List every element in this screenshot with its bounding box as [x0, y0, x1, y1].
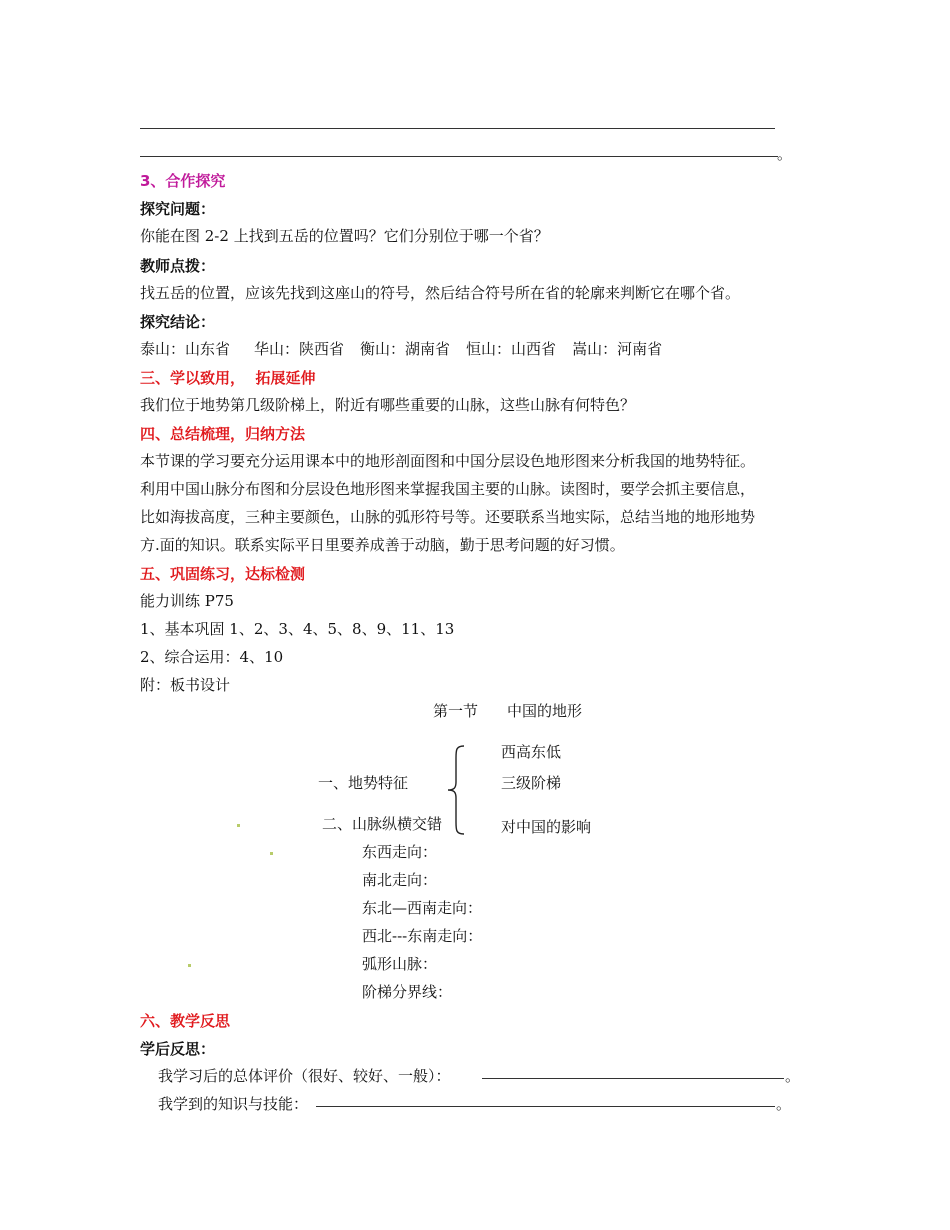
summary-line: 方.面的知识。联系实际平日里要养成善于动脑，勤于思考问题的好习惯。: [140, 536, 625, 554]
direction-line: 西北---东南走向：: [362, 927, 483, 945]
skill-label: 我学到的知识与技能：: [158, 1095, 309, 1113]
inquiry-question-label: 探究问题：: [140, 200, 216, 218]
direction-line: 东西走向：: [362, 843, 438, 861]
section-six-heading: 六、教学反思: [140, 1012, 231, 1030]
mountain-province-list: [140, 339, 662, 359]
board-item-terrain: 一、地势特征: [318, 774, 409, 792]
mountain-item: 华山：陕西省: [254, 340, 345, 358]
board-title-name: 中国的地形: [507, 702, 583, 720]
inquiry-question-text: 你能在图 2-2 上找到五岳的位置吗？它们分别位于哪一个省？: [140, 227, 549, 245]
mountain-item: 嵩山：河南省: [572, 340, 663, 358]
summary-line: 利用中国山脉分布图和分层设色地形图来掌握我国主要的山脉。读图时，要学会抓主要信息，: [140, 480, 756, 498]
section-three-heading: 三、学以致用， 拓展延伸: [140, 369, 316, 387]
section-3-heading: 3、合作探究: [140, 172, 226, 190]
evaluation-label: 我学习后的总体评价（很好、较好、一般）：: [158, 1067, 451, 1085]
direction-line: 南北走向：: [362, 871, 438, 889]
curly-brace: [446, 744, 470, 836]
branch-influence: 对中国的影响: [501, 818, 592, 836]
stray-dot: [270, 852, 273, 855]
mountain-item: 恒山：山西省: [466, 340, 557, 358]
evaluation-period: 。: [785, 1067, 801, 1085]
skill-period: 。: [776, 1095, 792, 1113]
direction-line: 阶梯分界线：: [362, 983, 453, 1001]
exercise-line: 1、基本巩固 1、2、3、4、5、8、9、11、13: [140, 620, 455, 638]
direction-line: 弧形山脉：: [362, 955, 438, 973]
summary-line: 本节课的学习要充分运用课本中的地形剖面图和中国分层设色地形图来分析我国的地势特征。: [140, 452, 756, 470]
branch-three-steps: 三级阶梯: [501, 774, 562, 792]
evaluation-input[interactable]: [482, 1078, 784, 1079]
skill-input[interactable]: [316, 1106, 775, 1107]
section-four-heading: 四、总结梳理，归纳方法: [140, 425, 306, 443]
direction-line: 东北—西南走向：: [362, 899, 483, 917]
mountain-item: 泰山：山东省: [140, 340, 231, 358]
branch-west-high: 西高东低: [501, 743, 562, 761]
board-item-mountains: 二、山脉纵横交错: [322, 815, 443, 833]
summary-line: 比如海拔高度，三种主要颜色，山脉的弧形符号等。还要联系当地实际，总结当地的地形地势: [140, 508, 756, 526]
board-title-section: 第一节: [433, 702, 479, 720]
stray-dot: [188, 964, 191, 967]
reflection-label: 学后反思：: [140, 1040, 216, 1058]
exercise-line: 能力训练 P75: [140, 592, 234, 610]
exercise-line: 2、综合运用：4、10: [140, 648, 284, 666]
section-three-text: 我们位于地势第几级阶梯上，附近有哪些重要的山脉，这些山脉有何特色？: [140, 396, 636, 414]
blank-line-period: 。: [777, 145, 793, 163]
blank-line-1: [140, 128, 775, 129]
section-five-heading: 五、巩固练习，达标检测: [140, 565, 306, 583]
blank-line-2: [140, 156, 778, 157]
inquiry-conclusion-label: 探究结论：: [140, 313, 216, 331]
stray-dot: [237, 824, 240, 827]
teacher-tip-text: 找五岳的位置，应该先找到这座山的符号，然后结合符号所在省的轮廓来判断它在哪个省。: [140, 284, 741, 302]
mountain-item: 衡山：湖南省: [360, 340, 451, 358]
teacher-tip-label: 教师点拨：: [140, 257, 216, 275]
exercise-line: 附：板书设计: [140, 676, 231, 694]
